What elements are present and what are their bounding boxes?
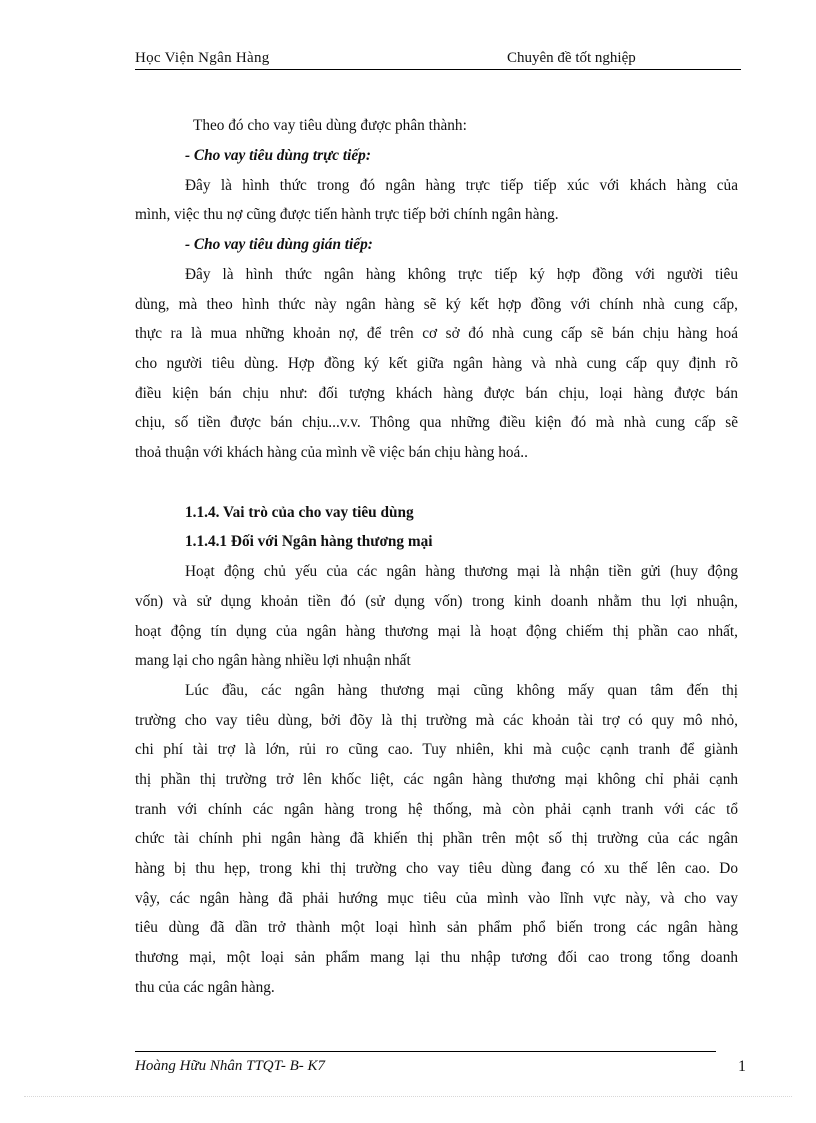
paragraph-line: vốn) và sử dụng khoản tiền đó (sử dụng vốn) trong kinh doanh nhằm thu lợi nhuận,	[135, 593, 738, 610]
intro-line: Theo đó cho vay tiêu dùng được phân thành:	[193, 117, 467, 134]
header-institution: Học Viện Ngân Hàng	[135, 50, 270, 66]
footer-author: Hoàng Hữu Nhân TTQT- B- K7	[135, 1058, 326, 1074]
paragraph-line: thương mại, một loại sản phẩm mang lại thu nhập tương đối cao trong tổng doanh	[135, 949, 738, 966]
paragraph-line: tiêu dùng đã dần trở thành một loại hình sản phẩm phổ biến trong các ngân hàng	[135, 919, 738, 936]
paragraph-line: chịu, số tiền được bán chịu...v.v. Thông qua những điều kiện đó mà nhà cung cấp sẽ	[135, 414, 738, 431]
paragraph-line: chức tài chính phi ngân hàng đã khiến thị phần trên một số thị trường của các ngân	[135, 830, 738, 847]
paragraph-line: thị phần thị trường trở lên khốc liệt, các ngân hàng thương mại không chỉ phải cạnh	[135, 771, 738, 788]
paragraph-line: mang lại cho ngân hàng nhiều lợi nhuận nhất	[135, 652, 411, 669]
paragraph-line: cho người tiêu dùng. Hợp đồng ký kết giữa ngân hàng và nhà cung cấp quy định rõ	[135, 355, 738, 372]
paragraph-line: hoạt động tín dụng của ngân hàng thương mại là hoạt động chiếm thị phần cao nhất,	[135, 623, 738, 640]
paragraph-line: Đây là hình thức trong đó ngân hàng trực tiếp tiếp xúc với khách hàng của	[185, 177, 738, 194]
paragraph-line: Đây là hình thức ngân hàng không trực tiếp ký hợp đồng với người tiêu	[185, 266, 738, 283]
subheading-direct-consumer-loan: - Cho vay tiêu dùng trực tiếp:	[185, 147, 371, 164]
footer-divider	[135, 1051, 716, 1052]
paragraph-line: vậy, các ngân hàng đã phải hướng mục tiêu của mình vào lĩnh vực này, và cho vay	[135, 890, 738, 907]
paragraph-line: trường cho vay tiêu dùng, bởi đõy là thị trường mà các khoản tài trợ có quy mô nhỏ,	[135, 712, 738, 729]
paragraph-line: thoả thuận với khách hàng của mình về việc bán chịu hàng hoá..	[135, 444, 528, 461]
paragraph-line: thu của các ngân hàng.	[135, 979, 275, 996]
header-document-type: Chuyên đề tốt nghiệp	[507, 50, 636, 66]
paragraph-line: chi phí tài trợ là lớn, rủi ro cũng cao. Tuy nhiên, khi mà cuộc cạnh tranh để giành	[135, 741, 738, 758]
subsection-heading: 1.1.4.1 Đối với Ngân hàng thương mại	[185, 533, 433, 550]
page-number: 1	[738, 1058, 746, 1075]
paragraph-line: Lúc đầu, các ngân hàng thương mại cũng không mấy quan tâm đến thị	[185, 682, 738, 699]
page-header	[135, 50, 741, 70]
paragraph-line: thực ra là mua những khoản nợ, để trên cơ sở đó nhà cung cấp sẽ bán chịu hàng hoá	[135, 325, 738, 342]
paragraph-line: tranh với chính các ngân hàng trong hệ thống, mà còn phải cạnh tranh với các tổ	[135, 801, 738, 818]
paragraph-line: Hoạt động chủ yếu của các ngân hàng thương mại là nhận tiền gửi (huy động	[185, 563, 738, 580]
page-edge	[24, 1096, 792, 1097]
subheading-indirect-consumer-loan: - Cho vay tiêu dùng gián tiếp:	[185, 236, 373, 253]
paragraph-line: điều kiện bán chịu như: đối tượng khách hàng được bán chịu, loại hàng được bán	[135, 385, 738, 402]
paragraph-line: hàng bị thu hẹp, trong khi thị trường cho vay tiêu dùng đang có xu thế lên cao. Do	[135, 860, 738, 877]
section-heading: 1.1.4. Vai trò của cho vay tiêu dùng	[185, 504, 414, 521]
paragraph-line: mình, việc thu nợ cũng được tiến hành trực tiếp bởi chính ngân hàng.	[135, 206, 559, 223]
paragraph-line: dùng, mà theo hình thức này ngân hàng sẽ ký kết hợp đồng với chính nhà cung cấp,	[135, 296, 738, 313]
